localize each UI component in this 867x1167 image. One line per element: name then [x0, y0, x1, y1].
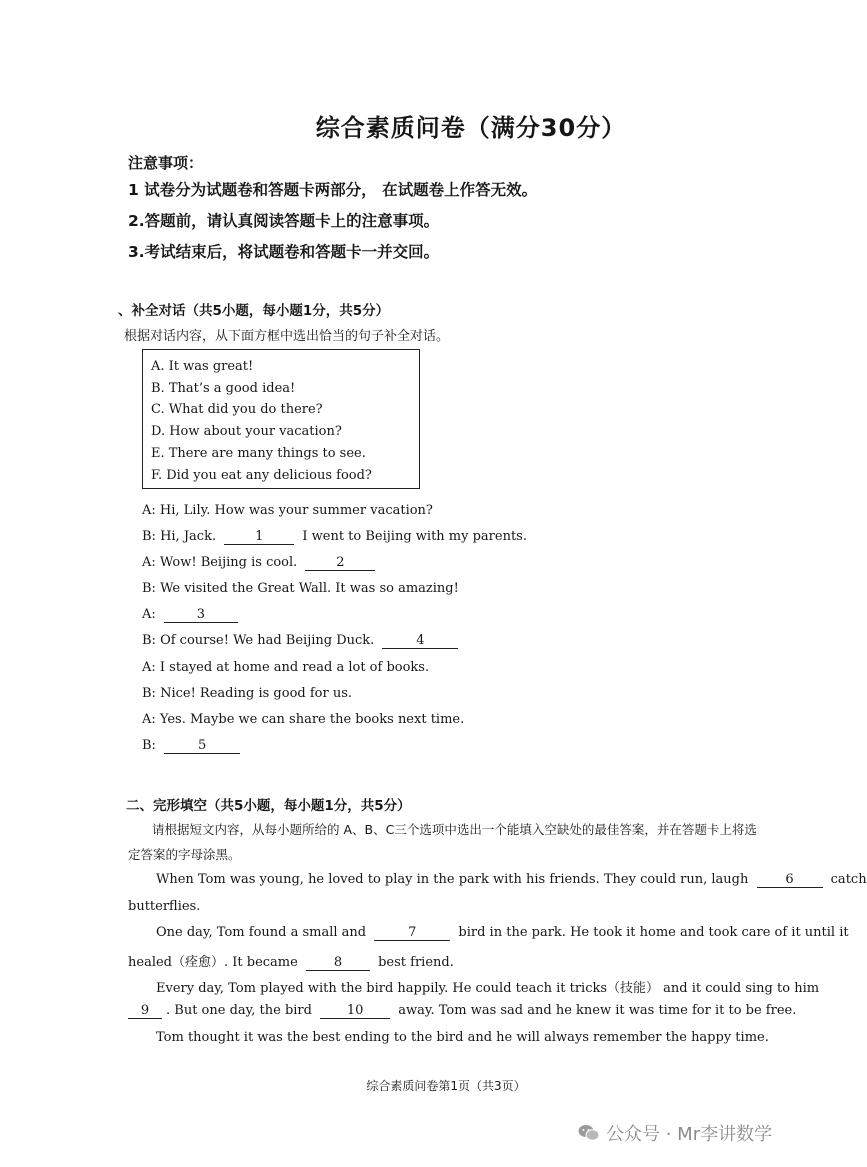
answer-blank-4[interactable]: 4 — [382, 633, 458, 649]
watermark — [578, 1120, 772, 1146]
passage-line: Tom thought it was the best ending to the bird and he will always remember the happy time. — [156, 1030, 769, 1045]
notice-item: 1 试卷分为试题卷和答题卡两部分， 在试题卷上作答无效。 — [128, 181, 538, 199]
passage-line: When Tom was young, he loved to play in the park with his friends. They could run, laugh 6 catch — [156, 872, 867, 887]
page-title: 综合素质问卷（满分30分） — [315, 114, 627, 142]
wechat-icon — [578, 1124, 600, 1142]
section2-instruction: 请根据短文内容，从每小题所给的 A、B、C三个选项中选出一个能填入空缺处的最佳答案，并在答题卡上将选 — [152, 822, 757, 837]
section2-heading: 二、完形填空（共5小题，每小题1分，共5分） — [126, 798, 411, 814]
passage-line: healed（痊愈）. It became 8 best friend. — [128, 955, 454, 970]
passage-line: 9 . But one day, the bird 10 away. Tom was sad and he knew it was time for it to be free. — [128, 1003, 796, 1019]
passage-line: Every day, Tom played with the bird happily. He could teach it tricks（技能） and it could sing to him — [156, 981, 820, 996]
answer-blank-9[interactable]: 9 — [128, 1003, 162, 1019]
passage-line: butterflies. — [128, 899, 201, 914]
notice-item: 3.考试结束后，将试题卷和答题卡一并交回。 — [128, 243, 440, 261]
watermark-text: 公众号 · Mr李讲数学 — [606, 1124, 773, 1145]
dialogue-line: B: Hi, Jack. 1 I went to Beijing with my parents. — [142, 529, 527, 544]
dialogue-line: B: 5 — [142, 738, 244, 754]
page-footer: 综合素质问卷第1页（共3页） — [366, 1079, 526, 1093]
dialogue-line: A: Wow! Beijing is cool. 2 — [142, 555, 379, 571]
option-d: D. How about your vacation? — [151, 424, 342, 440]
dialogue-line: A: Yes. Maybe we can share the books next time. — [142, 712, 465, 727]
answer-blank-5[interactable]: 5 — [164, 738, 240, 754]
dialogue-line: B: Nice! Reading is good for us. — [142, 686, 353, 701]
option-f: F. Did you eat any delicious food? — [151, 467, 372, 483]
answer-blank-2[interactable]: 2 — [305, 555, 375, 571]
option-e: E. There are many things to see. — [151, 445, 366, 461]
section1-heading: 、补全对话（共5小题，每小题1分，共5分） — [118, 303, 390, 319]
dialogue-line: B: Of course! We had Beijing Duck. 4 — [142, 633, 462, 649]
answer-blank-8[interactable]: 8 — [306, 955, 370, 971]
notice-heading: 注意事项： — [128, 154, 204, 172]
answer-blank-6[interactable]: 6 — [757, 872, 823, 888]
answer-blank-1[interactable]: 1 — [224, 529, 294, 545]
dialogue-line: A: 3 — [142, 607, 242, 623]
dialogue-line: B: We visited the Great Wall. It was so amazing! — [142, 581, 459, 596]
dialogue-line: A: I stayed at home and read a lot of books. — [142, 660, 430, 675]
passage-line: One day, Tom found a small and 7 bird in the park. He took it home and took care of it until it — [156, 925, 849, 940]
section2-instruction: 定答案的字母涂黑。 — [128, 847, 241, 862]
options-box — [142, 349, 420, 489]
option-b: B. That’s a good idea! — [151, 380, 296, 396]
section1-instruction: 根据对话内容，从下面方框中选出恰当的句子补全对话。 — [124, 329, 450, 344]
notice-item: 2.答题前，请认真阅读答题卡上的注意事项。 — [128, 212, 440, 230]
answer-blank-3[interactable]: 3 — [164, 607, 238, 623]
answer-blank-7[interactable]: 7 — [374, 925, 450, 941]
answer-blank-10[interactable]: 10 — [320, 1003, 390, 1019]
option-a: A. It was great! — [151, 359, 254, 374]
option-c: C. What did you do there? — [151, 402, 323, 418]
dialogue-line: A: Hi, Lily. How was your summer vacation? — [142, 503, 433, 518]
